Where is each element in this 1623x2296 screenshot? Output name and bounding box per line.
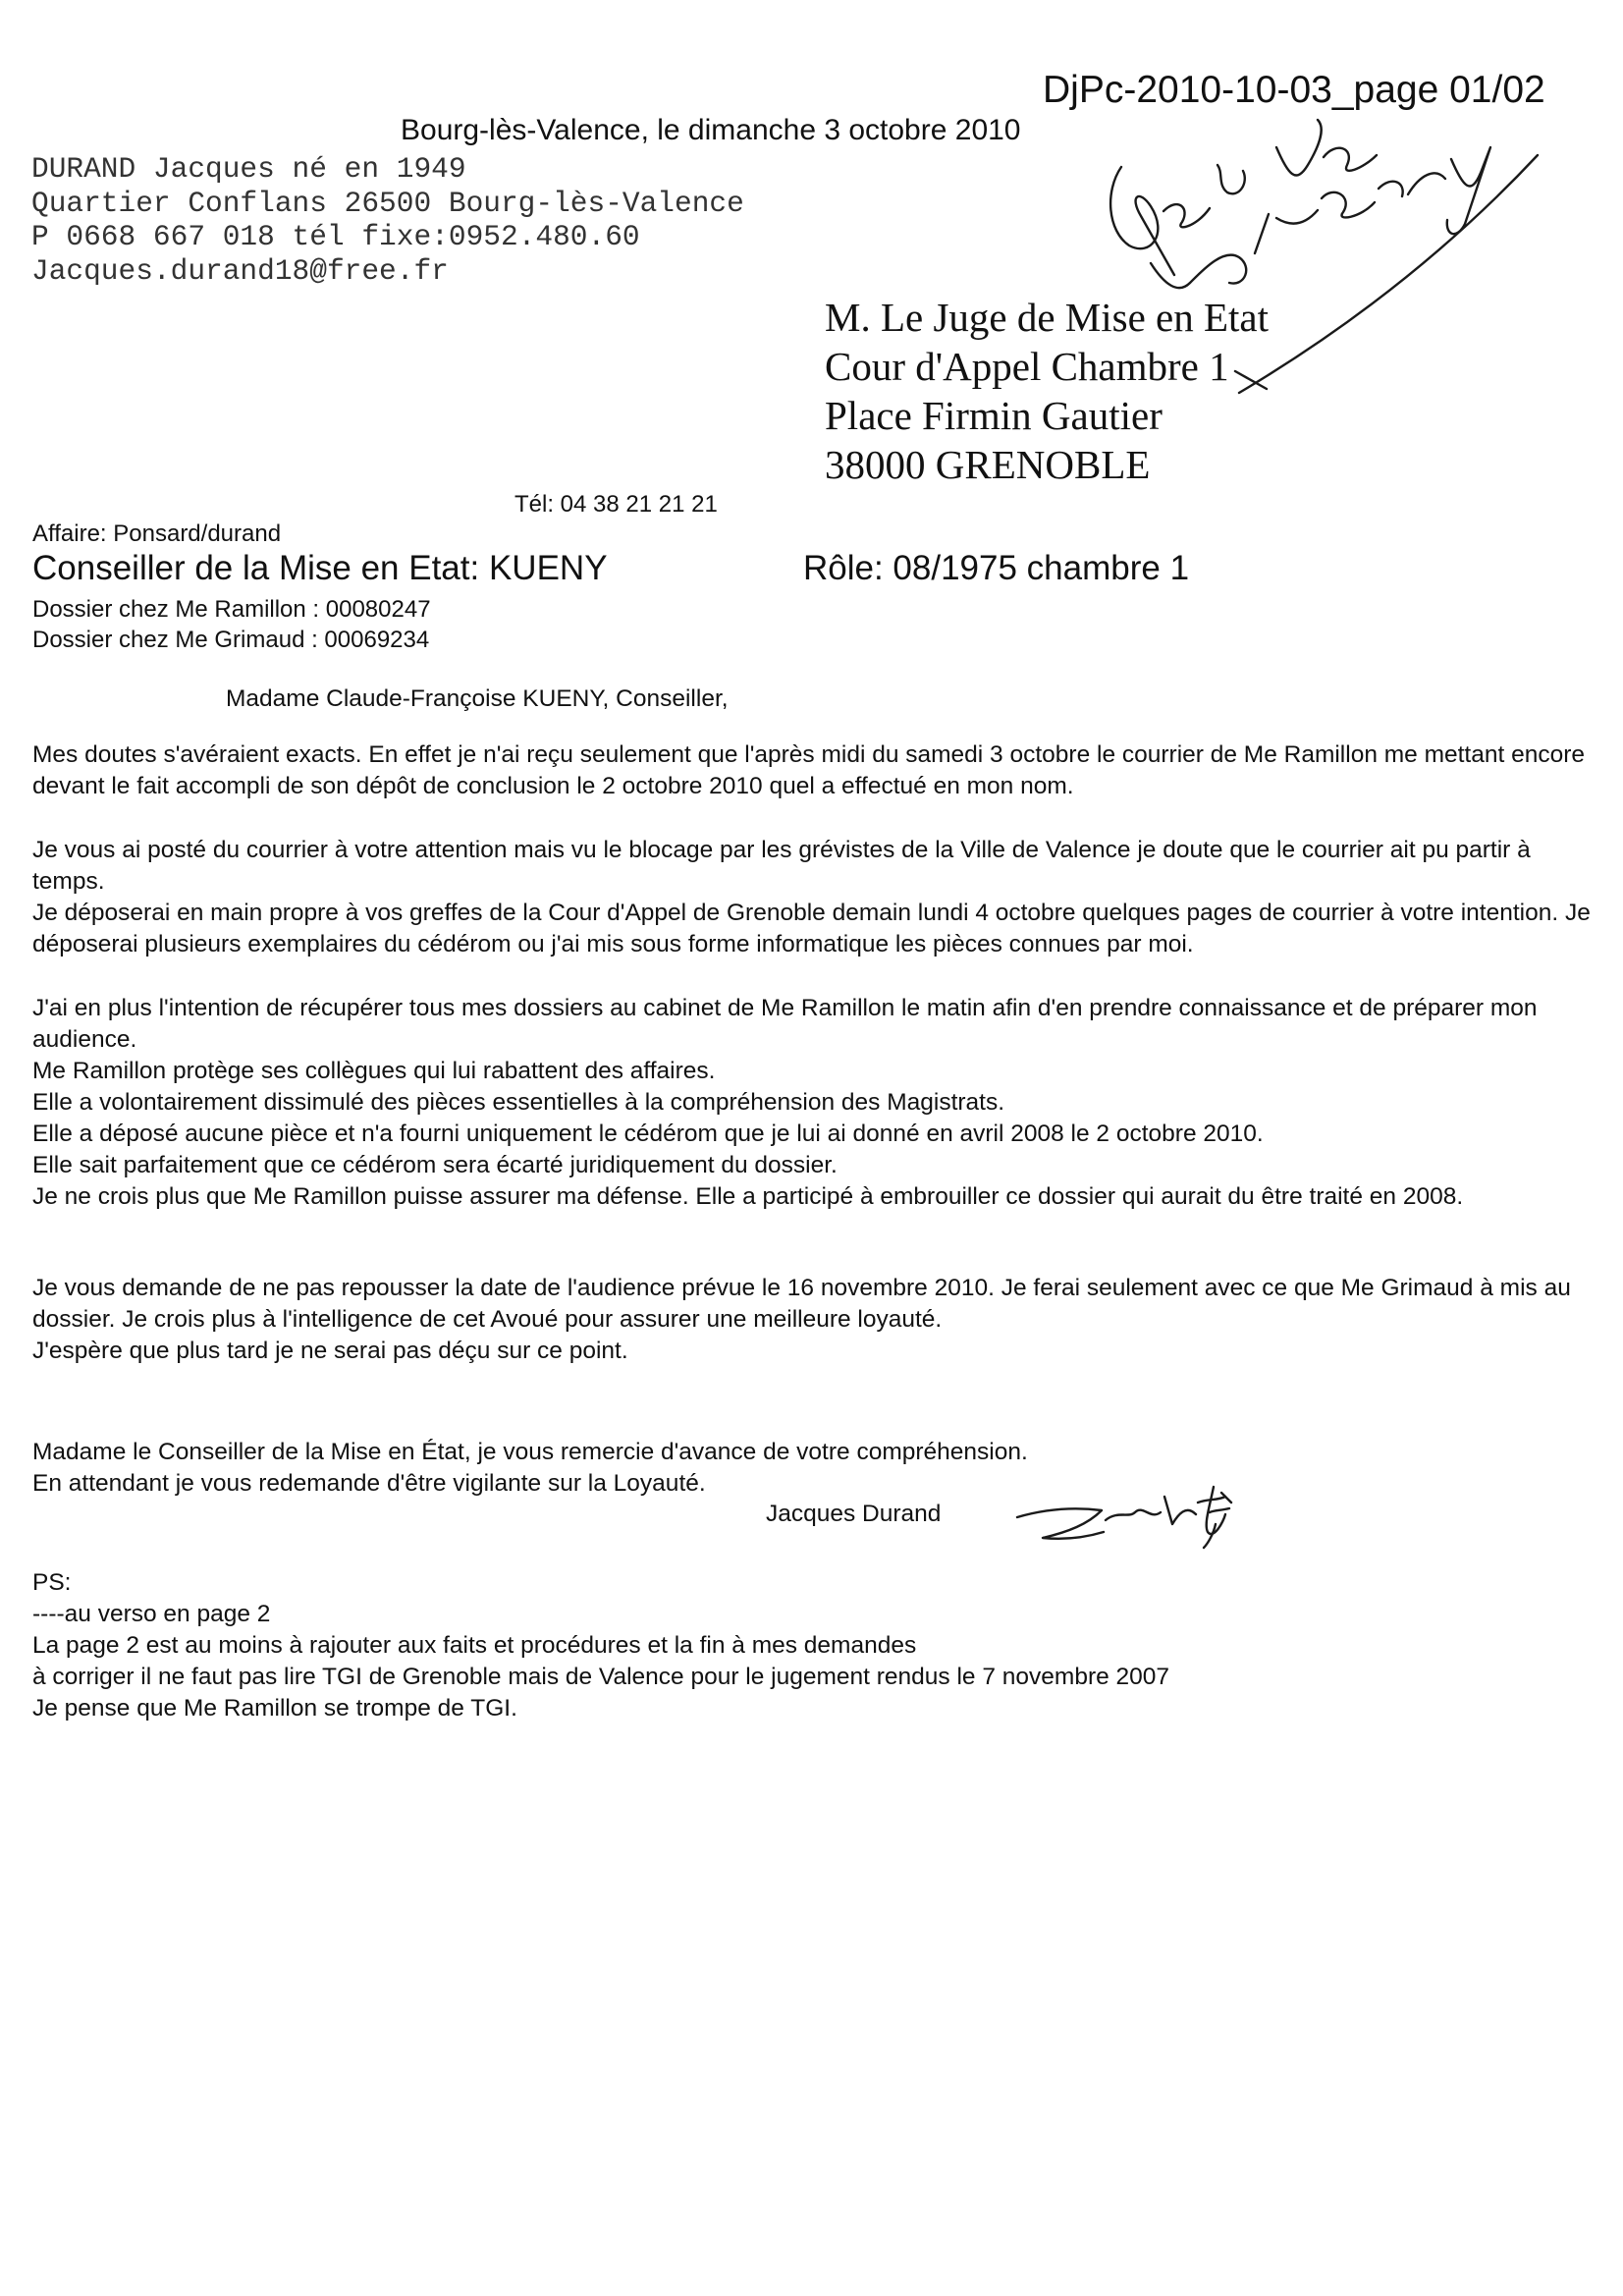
paragraph-text: Je ne crois plus que Me Ramillon puisse assurer ma défense. Elle a participé à embrouiller ce dossier qui aurait du être traité en 2008.: [32, 1183, 1464, 1210]
sender-email: Jacques.durand18@free.fr: [31, 253, 449, 288]
closing: [32, 1437, 1028, 1500]
sender-address: [31, 152, 744, 288]
handwritten-signature: [1017, 1487, 1231, 1548]
case-role-number: Rôle: 08/1975 chambre 1: [803, 549, 1190, 587]
ps-line: ----au verso en page 2: [32, 1601, 271, 1627]
document-reference: DjPc-2010-10-03_page 01/02: [1043, 69, 1545, 111]
paragraph-text: J'ai en plus l'intention de récupérer tous mes dossiers au cabinet de Me Ramillon le matin afin d'en prendre connaissance et de préparer mon audience.: [32, 995, 1538, 1053]
sender-street: Quartier Conflans 26500 Bourg-lès-Valence: [31, 186, 744, 220]
ps-line: Je pense que Me Ramillon se trompe de TGI.: [32, 1695, 517, 1722]
paragraph-3: [32, 993, 1594, 1213]
recipient-street: Place Firmin Gautier: [825, 393, 1163, 438]
ps-label: PS:: [32, 1569, 72, 1596]
file-grimaud: Dossier chez Me Grimaud : 00069234: [32, 627, 430, 653]
recipient-court: Cour d'Appel Chambre 1: [825, 344, 1229, 389]
ps-line: à corriger il ne faut pas lire TGI de Grenoble mais de Valence pour le jugement rendus le 7 novembre 2007: [32, 1664, 1170, 1690]
paragraph-text: Je vous ai posté du courrier à votre attention mais vu le blocage par les grévistes de la Ville de Valence je doute que le courrier ait pu partir à temps.: [32, 837, 1531, 895]
paragraph-text: Mes doutes s'avéraient exacts. En effet je n'ai reçu seulement que l'après midi du samedi 3 octobre le courrier de Me Ramillon me mettant encore devant le fait accompli de son dépôt de conclusion le 2 octobre 2010 quel a effectué en mon nom.: [32, 741, 1586, 799]
paragraph-1: [32, 739, 1594, 802]
case-name: Affaire: Ponsard/durand: [32, 520, 282, 547]
paragraph-text: Je vous demande de ne pas repousser la date de l'audience prévue le 16 novembre 2010. Je ferai seulement avec ce que Me Grimaud à mis au dossier. Je crois plus à l'intelligence de cet Avoué pour assurer une meilleure loyauté.: [32, 1275, 1571, 1333]
paragraph-text: Elle a volontairement dissimulé des pièces essentielles à la compréhension des Magistrats.: [32, 1089, 1005, 1116]
case-files: [32, 594, 431, 655]
paragraph-text: Je déposerai en main propre à vos greffes de la Cour d'Appel de Grenoble demain lundi 4 octobre quelques pages de courrier à votre intention. Je déposerai plusieurs exemplaires du cédérom ou j'ai mis sous forme informatique les pièces connues par moi.: [32, 900, 1591, 957]
case-counsellor: Conseiller de la Mise en Etat: KUENY: [32, 549, 608, 587]
recipient-city: 38000 GRENOBLE: [825, 442, 1151, 487]
salutation: Madame Claude-Françoise KUENY, Conseiller,: [226, 685, 729, 712]
paragraph-text: Me Ramillon protège ses collègues qui lui rabattent des affaires.: [32, 1058, 716, 1084]
recipient-title: M. Le Juge de Mise en Etat: [825, 295, 1270, 340]
ps-line: La page 2 est au moins à rajouter aux faits et procédures et la fin à mes demandes: [32, 1632, 917, 1659]
paragraph-2: [32, 835, 1594, 960]
closing-thanks: Madame le Conseiller de la Mise en État, je vous remercie d'avance de votre compréhension.: [32, 1439, 1028, 1465]
paragraph-text: Elle a déposé aucune pièce et n'a fourni uniquement le cédérom que je lui ai donné en avril 2008 le 2 octobre 2010.: [32, 1121, 1264, 1147]
paragraph-4: [32, 1273, 1594, 1367]
sender-name: DURAND Jacques né en 1949: [31, 152, 466, 186]
place-and-date: Bourg-lès-Valence, le dimanche 3 octobre 2010: [401, 114, 1021, 146]
recipient-telephone: Tél: 04 38 21 21 21: [514, 491, 718, 518]
sender-phones: P 0668 667 018 tél fixe:0952.480.60: [31, 220, 640, 253]
signature-name: Jacques Durand: [766, 1501, 942, 1527]
file-ramillon: Dossier chez Me Ramillon : 00080247: [32, 596, 431, 623]
paragraph-text: Elle sait parfaitement que ce cédérom sera écarté juridiquement du dossier.: [32, 1152, 838, 1178]
recipient-address: [825, 293, 1269, 489]
postscript: [32, 1567, 1169, 1724]
closing-request: En attendant je vous redemande d'être vigilante sur la Loyauté.: [32, 1470, 706, 1497]
paragraph-text: J'espère que plus tard je ne serai pas déçu sur ce point.: [32, 1338, 628, 1364]
